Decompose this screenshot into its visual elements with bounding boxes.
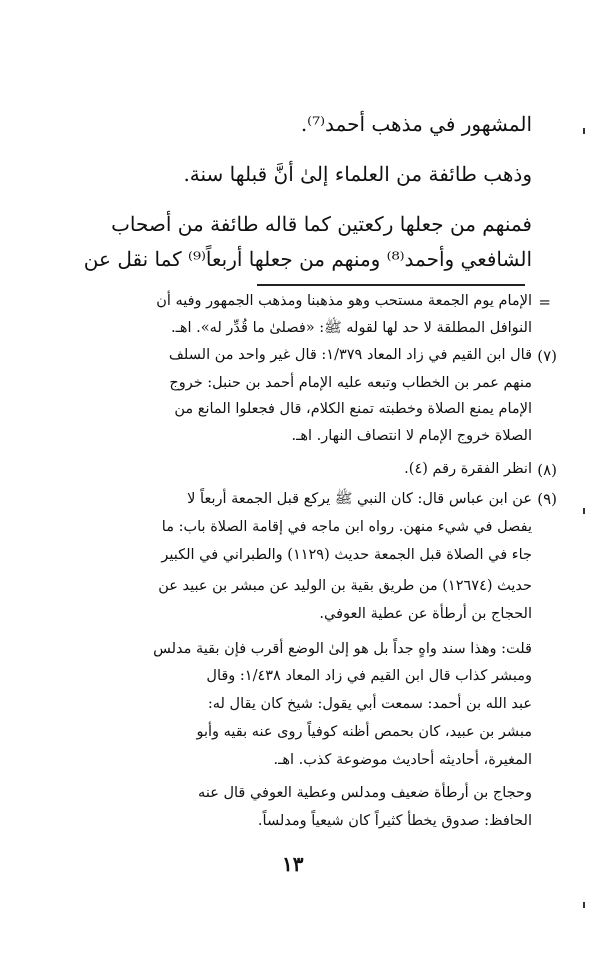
footnote-line: جاء في الصلاة قبل الجمعة حديث (١١٢٩) والطبراني في الكبير (161, 547, 532, 563)
commentary-line: وحجاج بن أرطأة ضعيف ومدلس وعطية العوفي قال عنه (198, 785, 532, 801)
footnote-line: الإمام يمنع الصلاة وخطبته تمنع الكلام، قال فجعلوا المانع من (174, 401, 532, 417)
main-text-line: الشافعي وأحمد⁽⁸⁾ ومنهم من جعلها أربعاً⁽⁹⁾ كما نقل عن (83, 247, 532, 271)
footnote-line: حديث (١٢٦٧٤) من طريق بقية بن الوليد عن مبشر بن عبيد عن (158, 578, 532, 594)
commentary-line: ومبشر كذاب قال ابن القيم في زاد المعاد ١/٤٣٨: وقال (206, 668, 532, 684)
margin-mark (583, 902, 585, 908)
main-text-line: وذهب طائفة من العلماء إلىٰ أنَّ قبلها سنة. (183, 162, 532, 186)
margin-mark (583, 508, 585, 514)
footnote-separator (257, 284, 525, 286)
footnote-line: يفصل في شيء منهن. رواه ابن ماجه في إقامة الصلاة باب: ما (161, 519, 532, 535)
main-text-line: المشهور في مذهب أحمد⁽⁷⁾. (300, 112, 532, 136)
main-text-line: فمنهم من جعلها ركعتين كما قاله طائفة من أصحاب (111, 212, 532, 236)
page-number: ١٣ (282, 852, 304, 876)
footnote-line: عن ابن عباس قال: كان النبي ﷺ يركع قبل الجمعة أربعاً لا (187, 491, 532, 507)
commentary-line: المغيرة، أحاديثه أحاديث موضوعة كذب. اهـ. (273, 752, 532, 768)
footnote-line: قال ابن القيم في زاد المعاد ١/٣٧٩: قال غير واحد من السلف (168, 347, 532, 363)
commentary-line: عبد الله بن أحمد: سمعت أبي يقول: شيخ كان يقال له: (207, 696, 532, 712)
footnote-number: = (538, 293, 551, 311)
commentary-line: الحافظ: صدوق يخطأ كثيراً كان شيعياً ومدلساً. (257, 813, 532, 829)
margin-mark (583, 128, 585, 134)
footnote-line: الإمام يوم الجمعة مستحب وهو مذهبنا ومذهب الجمهور وفيه أن (156, 293, 532, 309)
footnote-line: النوافل المطلقة لا حد لها لقوله ﷺ: «فصلىٰ ما قُدِّر له». اهـ. (171, 320, 532, 336)
footnote-line: انظر الفقرة رقم (٤). (404, 461, 532, 477)
footnote-line: منهم عمر بن الخطاب وتبعه عليه الإمام أحمد بن حنبل: خروج (169, 375, 532, 391)
footnote-number: (٩) (537, 490, 557, 508)
footnote-number: (٨) (537, 461, 557, 479)
footnote-line: الصلاة خروج الإمام لا انتصاف النهار. اهـ. (291, 428, 532, 444)
footnote-line: الحجاج بن أرطأة عن عطية العوفي. (319, 606, 532, 622)
commentary-line: مبشر بن عبيد، كان بحمص أظنه كوفياً روى عنه بقيه وأبو (196, 724, 532, 740)
commentary-line: قلت: وهذا سند واهٍ جداً بل هو إلىٰ الوضع أقرب فإن بقية مدلس (153, 641, 532, 657)
footnote-number: (٧) (537, 347, 557, 365)
